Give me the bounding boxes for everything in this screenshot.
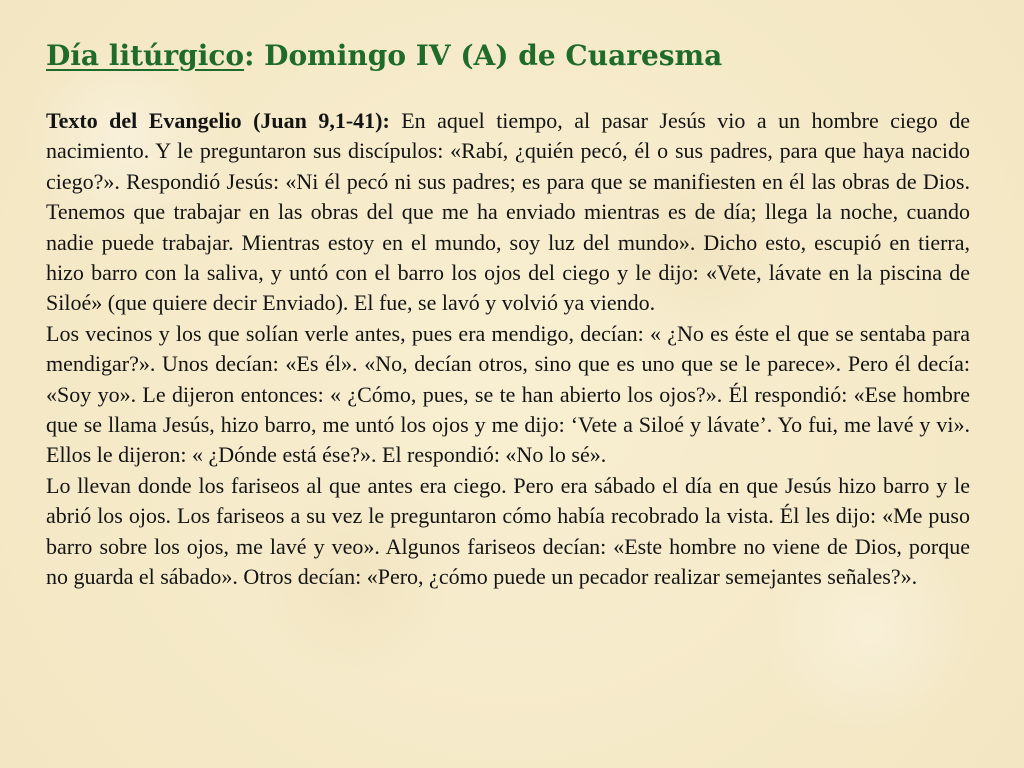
title-subject: : Domingo IV (A) de Cuaresma [244,39,723,72]
gospel-text [46,106,970,756]
title-label: Día litúrgico [46,39,245,72]
paragraph-text: Los vecinos y los que solían verle antes, pues era mendigo, decían: « ¿No es éste el que se sentaba para mendigar?». Unos decían: «Es él». «No, decían otros, sino que es uno que se le parece». Pero él decía: «Soy yo». Le dijeron entonces: « ¿Cómo, pues, se te han abierto los ojos?». Él respondió: «Ese hombre que se llama Jesús, hizo barro, me untó los ojos y me dijo: ‘Vete a Siloé y lávate’. Yo fui, me lavé y vi». Ellos le dijeron: « ¿Dónde está ése?». El respondió: «No lo sé». [46,320,970,468]
paragraph-text: En aquel tiempo, al pasar Jesús vio a un hombre ciego de nacimiento. Y le preguntaron sus discípulos: «Rabí, ¿quién pecó, él o sus padres, para que haya nacido ciego?». Respondió Jesús: «Ni él pecó ni sus padres; es para que se manifiesten en él las obras de Dios. Tenemos que trabajar en las obras del que me ha enviado mientras es de día; llega la noche, cuando nadie puede trabajar. Mientras estoy en el mundo, soy luz del mundo». Dicho esto, escupió en tierra, hizo barro con la saliva, y untó con el barro los ojos del ciego y le dijo: «Vete, lávate en la piscina de Siloé» (que quiere decir Enviado). El fue, se lavó y volvió ya viendo. [46,108,970,316]
gospel-paragraph-1 [46,106,970,319]
gospel-heading: Texto del Evangelio (Juan 9,1-41): [46,108,390,133]
gospel-paragraph-3 [46,471,970,593]
paragraph-text: Lo llevan donde los fariseos al que antes era ciego. Pero era sábado el día en que Jesús hizo barro y le abrió los ojos. Los fariseos a su vez le preguntaron cómo había recobrado la vista. Él les dijo: «Me puso barro sobre los ojos, me lavé y veo». Algunos fariseos decían: «Este hombre no viene de Dios, porque no guarda el sábado». Otros decían: «Pero, ¿cómo puede un pecador realizar semejantes señales?». [46,472,970,590]
gospel-paragraph-2 [46,319,970,471]
page-title [46,36,986,76]
